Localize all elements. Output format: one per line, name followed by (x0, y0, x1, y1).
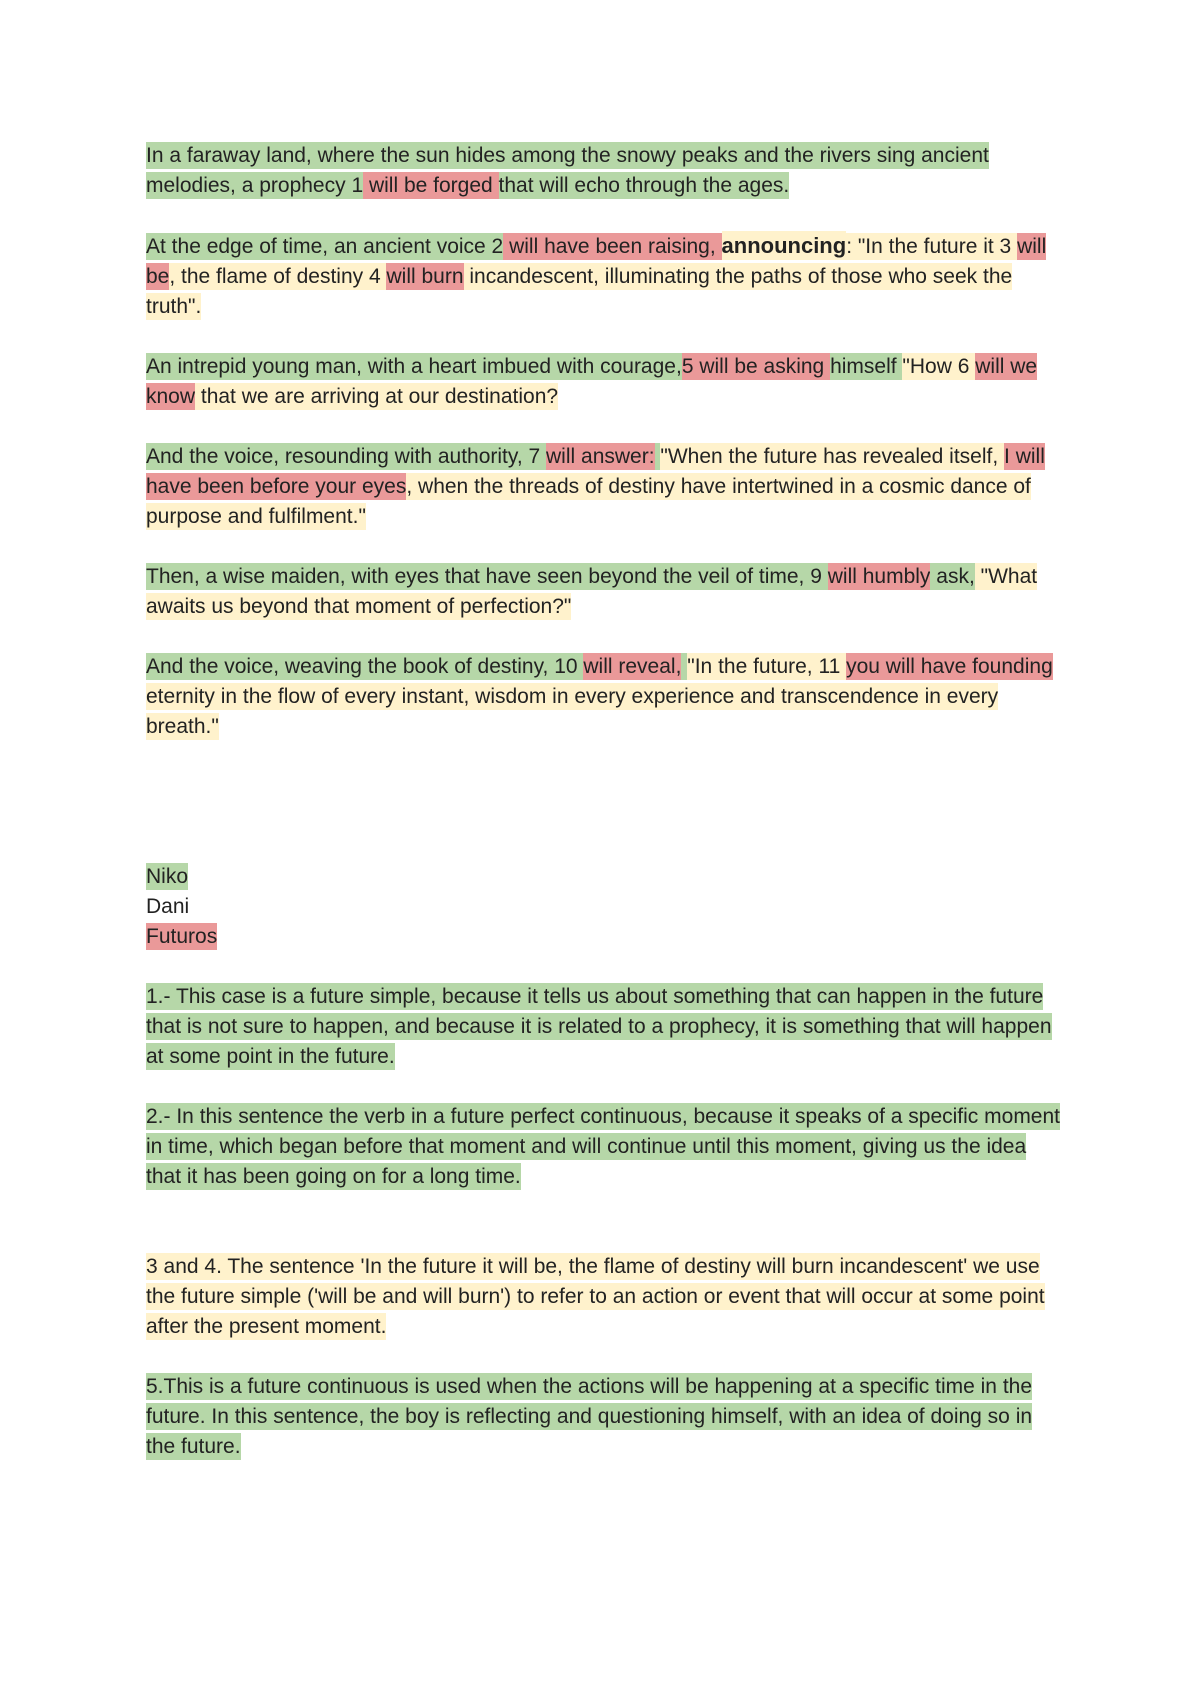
text-segment: And the voice, resounding with authority, 7 (146, 445, 547, 468)
text-segment: "What awaits us beyond that moment of perfection?" (146, 565, 1038, 618)
text-segment: that will echo through the ages. (498, 174, 790, 197)
author-text: Dani (146, 895, 190, 918)
verb-highlight: will we know (146, 355, 1038, 408)
text-segment: eternity in the flow of every instant, wisdom in every experience and transcendence in every breath." (146, 685, 999, 738)
verb-highlight: will reveal, (583, 655, 682, 678)
story-paragraph-5 (146, 562, 1066, 622)
text-segment: himself (830, 355, 903, 378)
explanation-text: 3 and 4. The sentence 'In the future it will be, the flame of destiny will burn incandescent' we use the future simple ('will be and will burn') to refer to an action or event that will occur at some point after the present moment. (146, 1255, 1045, 1338)
topic-text: Futuros (146, 925, 218, 948)
story-paragraph-4 (146, 442, 1066, 532)
text-segment: "How 6 (902, 355, 976, 378)
explanation-2 (146, 1102, 1066, 1192)
text-segment: ask, (930, 565, 975, 588)
text-segment: "When the future has revealed itself, (660, 445, 1005, 468)
verb-highlight: will burn (386, 265, 464, 288)
story-paragraph-6 (146, 652, 1066, 742)
author-name-1 (146, 862, 1066, 892)
text-segment: that we are arriving at our destination? (195, 385, 559, 408)
blank-space (146, 802, 1066, 862)
explanation-text: 1.- This case is a future simple, because it tells us about something that can happen in the future that is not sure to happen, and because it is related to a prophecy, it is something that will happen at some point in the future. (146, 985, 1052, 1068)
text-segment: Then, a wise maiden, with eyes that have seen beyond the veil of time, 9 (146, 565, 828, 588)
story-paragraph-3 (146, 352, 1066, 412)
author-name-2 (146, 892, 1066, 922)
verb-highlight: you will have founding (846, 655, 1053, 678)
story-paragraph-1 (146, 141, 1066, 201)
verb-highlight: 5 will be asking (681, 355, 831, 378)
verb-highlight: will humbly (827, 565, 931, 588)
explanation-4 (146, 1372, 1066, 1462)
explanation-text: 2.- In this sentence the verb in a future perfect continuous, because it speaks of a specific moment in time, which began before that moment and will continue until this moment, giving us the idea that it has been going on for a long time. (146, 1105, 1061, 1188)
text-segment: And the voice, weaving the book of destiny, 10 (146, 655, 584, 678)
bold-word: announcing (721, 233, 847, 258)
document-body (146, 141, 1066, 1492)
explanation-text: 5.This is a future continuous is used when the actions will be happening at a specific time in the future. In this sentence, the boy is reflecting and questioning himself, with an idea of doing so in the future. (146, 1375, 1033, 1458)
verb-highlight: will have been raising, (503, 235, 722, 258)
topic-label (146, 922, 1066, 952)
verb-highlight: will be (146, 235, 1047, 288)
author-text: Niko (146, 865, 189, 888)
text-segment: : "In the future it 3 (846, 235, 1018, 258)
text-segment: , the flame of destiny 4 (169, 265, 387, 288)
explanation-1 (146, 982, 1066, 1072)
text-segment: "In the future, 11 (687, 655, 847, 678)
verb-highlight: I will have been before your eyes (146, 445, 1045, 498)
text-segment: incandescent, illuminating the paths of those who seek the truth". (146, 265, 1013, 318)
verb-highlight: will be forged (363, 174, 499, 197)
verb-highlight: will answer: (546, 445, 655, 468)
text-segment: At the edge of time, an ancient voice 2 (146, 235, 504, 258)
explanation-3 (146, 1252, 1066, 1342)
story-paragraph-2 (146, 231, 1066, 322)
text-segment: , when the threads of destiny have intertwined in a cosmic dance of purpose and fulfilment." (146, 475, 1031, 528)
text-segment: In a faraway land, where the sun hides among the snowy peaks and the rivers sing ancient melodies, a prophecy 1 (146, 144, 989, 197)
text-segment: An intrepid young man, with a heart imbued with courage, (146, 355, 682, 378)
